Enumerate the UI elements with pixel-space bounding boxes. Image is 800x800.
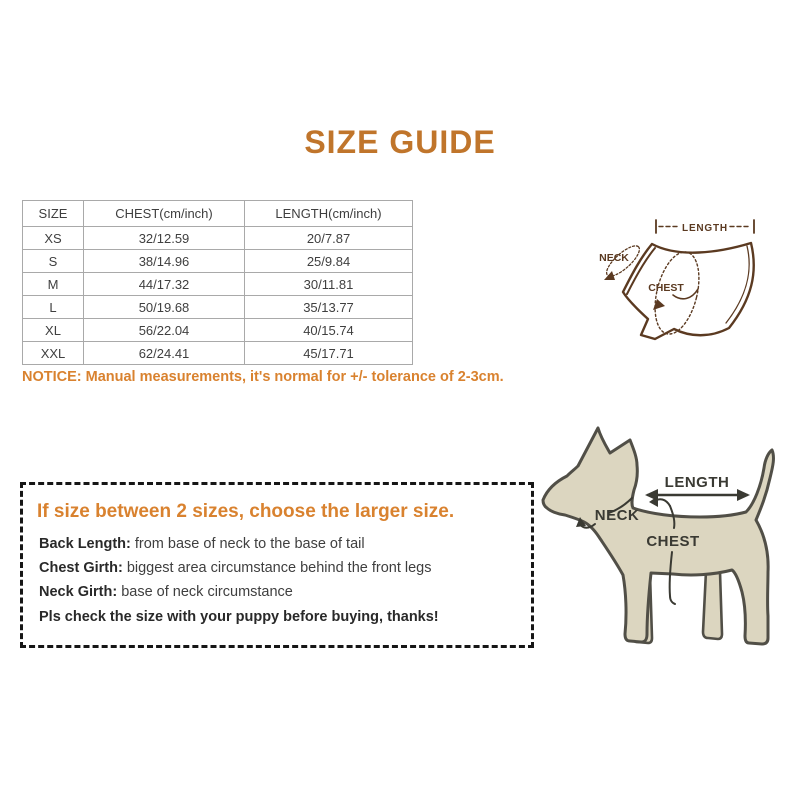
dog-far-rear-leg [703, 571, 722, 639]
neck-arrow-icon [604, 271, 615, 280]
table-cell: 30/11.81 [245, 273, 413, 296]
size-table [22, 200, 413, 365]
table-cell: XL [23, 319, 84, 342]
table-cell: 45/17.71 [245, 342, 413, 365]
table-row [23, 273, 413, 296]
info-footer: Pls check the size with your puppy before buying, thanks! [39, 609, 439, 625]
coat-chest-label: CHEST [648, 282, 684, 294]
info-box [20, 482, 534, 648]
info-line-chest-girth [39, 560, 432, 576]
dog-chest-label: CHEST [646, 533, 700, 550]
info-line-text: base of neck circumstance [121, 584, 293, 600]
length-arrow-right-icon [737, 489, 750, 501]
info-heading: If size between 2 sizes, choose the larger size. [37, 501, 455, 522]
coat-diagram [580, 200, 795, 355]
info-line-text: from base of neck to the base of tail [134, 536, 365, 552]
info-line-text: biggest area circumstance behind the front legs [126, 560, 432, 576]
dog-neck-label: NECK [594, 507, 640, 524]
table-header-length: LENGTH(cm/inch) [245, 201, 413, 227]
info-line-label: Neck Girth: [39, 584, 118, 600]
table-row [23, 296, 413, 319]
table-cell: 62/24.41 [84, 342, 245, 365]
info-line-label: Back Length: [39, 536, 131, 552]
table-cell: M [23, 273, 84, 296]
table-cell: XXL [23, 342, 84, 365]
info-line-label: Chest Girth: [39, 560, 123, 576]
coat-neck-label: NECK [599, 252, 629, 264]
table-header-row [23, 201, 413, 227]
table-row [23, 227, 413, 250]
table-row [23, 250, 413, 273]
table-cell: 40/15.74 [245, 319, 413, 342]
notice-text: NOTICE: Manual measurements, it's normal for +/- tolerance of 2-3cm. [22, 369, 504, 385]
table-cell: XS [23, 227, 84, 250]
dog-diagram [535, 420, 800, 655]
table-cell: S [23, 250, 84, 273]
table-cell: L [23, 296, 84, 319]
table-cell: 56/22.04 [84, 319, 245, 342]
page-title: SIZE GUIDE [304, 124, 496, 160]
table-row [23, 342, 413, 365]
table-cell: 38/14.96 [84, 250, 245, 273]
table-cell: 20/7.87 [245, 227, 413, 250]
table-cell: 44/17.32 [84, 273, 245, 296]
table-row [23, 319, 413, 342]
table-cell: 35/13.77 [245, 296, 413, 319]
coat-length-label: LENGTH [682, 223, 728, 234]
dog-length-label: LENGTH [664, 474, 730, 491]
table-header-chest: CHEST(cm/inch) [84, 201, 245, 227]
info-line-neck-girth [39, 584, 293, 600]
info-line-back-length [39, 536, 365, 552]
table-header-size: SIZE [23, 201, 84, 227]
table-cell: 25/9.84 [245, 250, 413, 273]
coat-outline [623, 243, 754, 339]
table-cell: 50/19.68 [84, 296, 245, 319]
table-cell: 32/12.59 [84, 227, 245, 250]
